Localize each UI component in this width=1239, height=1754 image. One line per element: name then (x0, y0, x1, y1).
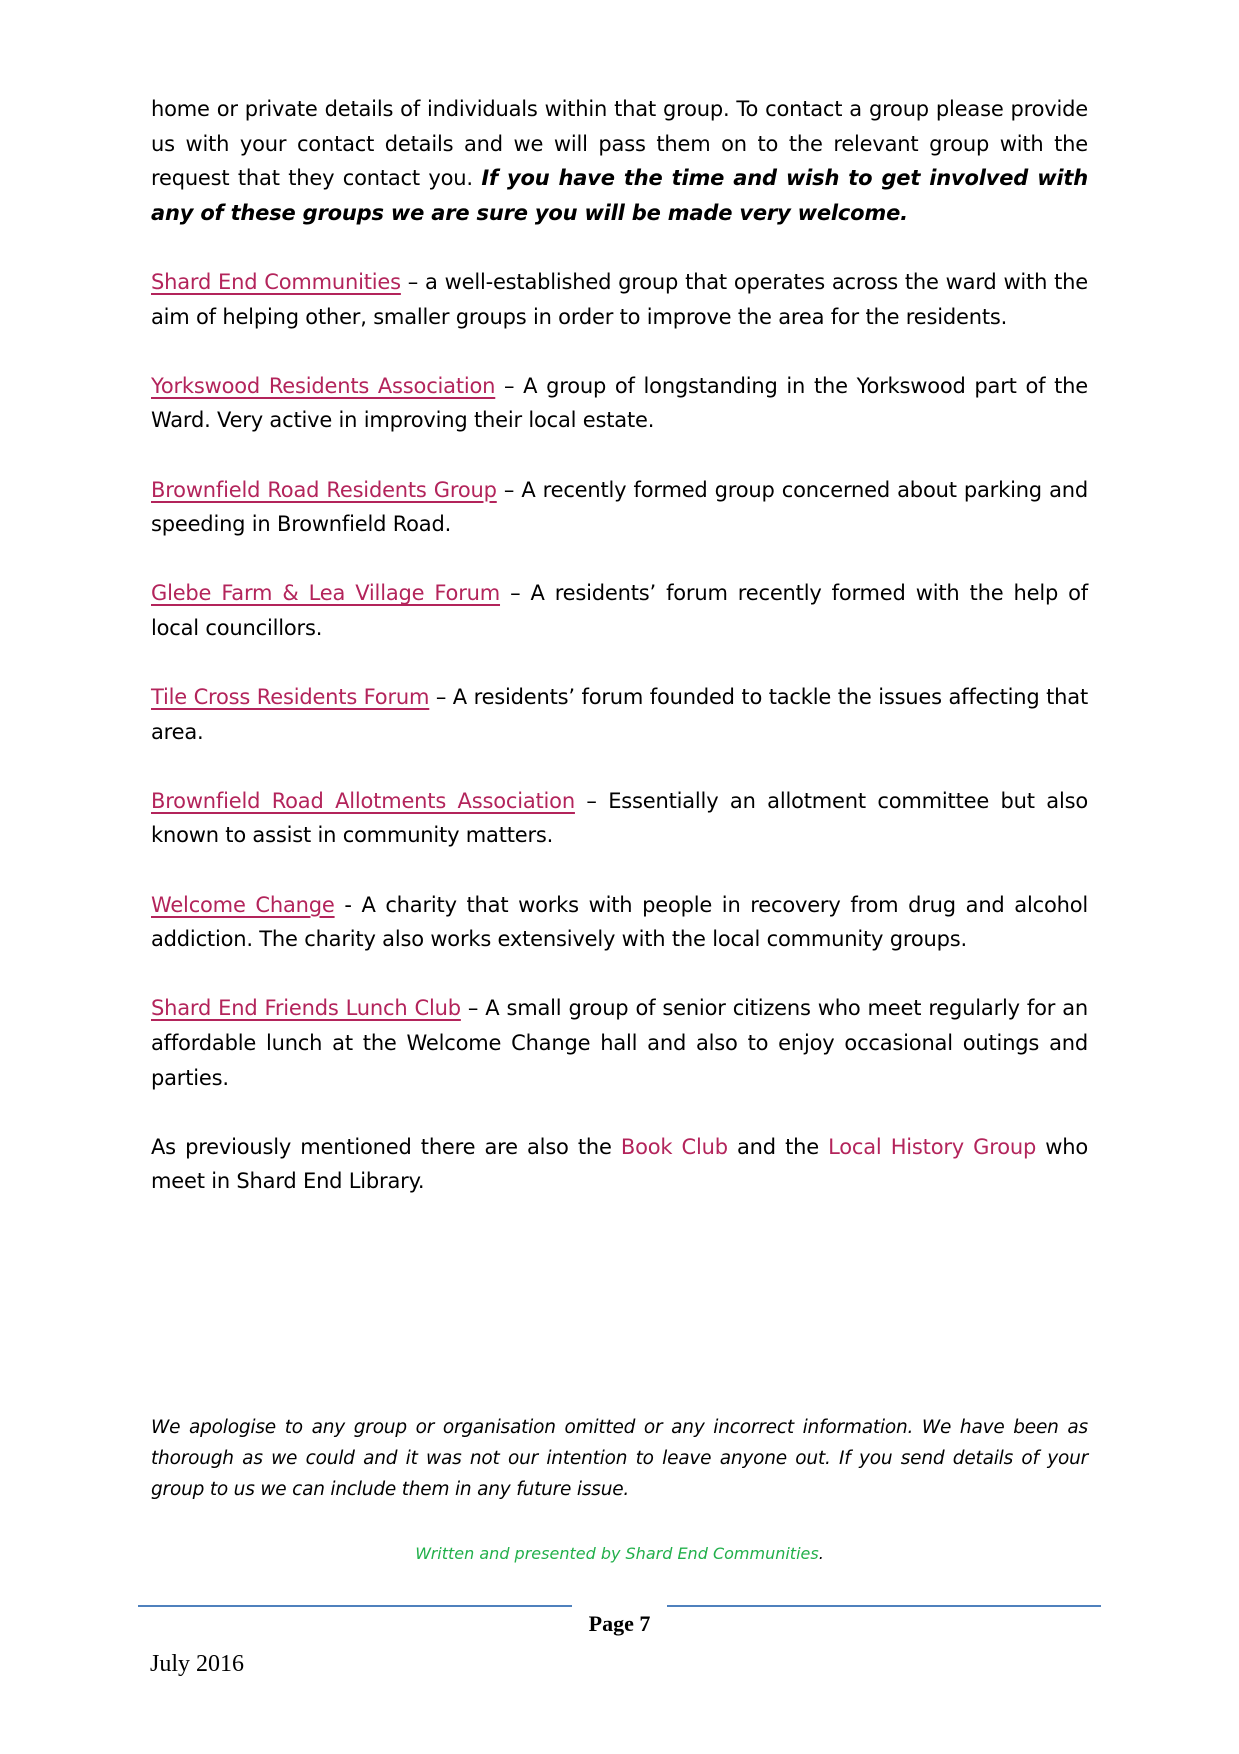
closing-paragraph (151, 1130, 1088, 1199)
footer-rule-left (138, 1605, 572, 1607)
credit-text: Written and presented by Shard End Communities (415, 1544, 819, 1563)
main-content (151, 92, 1088, 1234)
group-description: – A recently formed group concerned about parking and speeding in Brownfield Road. (151, 477, 1088, 537)
group-description: – A residents’ forum recently formed with the help of local councillors. (151, 581, 1089, 640)
group-link-welcome-change[interactable]: Welcome Change (151, 892, 335, 917)
closing-text: As previously mentioned there are also the (151, 1134, 621, 1159)
group-link-shard-end-communities[interactable]: Shard End Communities (151, 269, 401, 294)
closing-text: and the (727, 1134, 829, 1159)
group-description: - A charity that works with people in recovery from drug and alcohol addiction. The charity also works extensively with the local community groups. (151, 892, 1088, 952)
group-entry (151, 680, 1088, 749)
page-number: Page 7 (588, 1611, 651, 1636)
group-entry (151, 265, 1088, 334)
group-link-brownfield-road-allotments-association[interactable]: Brownfield Road Allotments Association (151, 788, 575, 813)
group-description: – Essentially an allotment committee but also known to assist in community matters. (151, 788, 1088, 848)
credit-line (0, 1544, 1239, 1563)
group-link-brownfield-road-residents-group[interactable]: Brownfield Road Residents Group (151, 477, 497, 502)
group-description: – A group of longstanding in the Yorkswood part of the Ward. Very active in improving their local estate. (151, 373, 1088, 433)
group-link-yorkswood-residents-association[interactable]: Yorkswood Residents Association (151, 373, 496, 398)
group-description: – A residents’ forum founded to tackle the issues affecting that area. (151, 685, 1088, 744)
intro-paragraph (151, 92, 1088, 230)
group-entry (151, 784, 1088, 853)
footer-rule-right (667, 1605, 1101, 1607)
local-history-group-link[interactable]: Local History Group (828, 1134, 1037, 1159)
book-club-link[interactable]: Book Club (620, 1134, 728, 1159)
group-description: – A small group of senior citizens who meet regularly for an affordable lunch at the Welcome Change hall and also to enjoy occasional outings and parties. (151, 996, 1089, 1090)
group-link-glebe-farm-lea-village-forum[interactable]: Glebe Farm & Lea Village Forum (151, 581, 501, 606)
group-entry (151, 473, 1088, 542)
group-description: – a well-established group that operates across the ward with the aim of helping other, smaller groups in order to improve the area for the residents. (151, 269, 1088, 329)
credit-period: . (818, 1544, 824, 1563)
group-link-shard-end-friends-lunch-club[interactable]: Shard End Friends Lunch Club (151, 996, 461, 1021)
group-link-tile-cross-residents-forum[interactable]: Tile Cross Residents Forum (151, 685, 430, 710)
footer-date: July 2016 (150, 1651, 245, 1677)
group-entry (151, 991, 1088, 1095)
group-entry (151, 888, 1088, 957)
group-entry (151, 369, 1088, 438)
group-entry (151, 576, 1088, 645)
closing-text: who meet in Shard End Library. (151, 1134, 1088, 1194)
intro-emphasis: If you have the time and wish to get involved with any of these groups we are sure you will be made very welcome. (151, 166, 1088, 225)
apology-note: We apologise to any group or organisation omitted or any incorrect information. We have been as thorough as we could and it was not our intention to leave anyone out. If you send details of your group to us we can include them in any future issue. (151, 1417, 1088, 1500)
intro-text: home or private details of individuals within that group. To contact a group please provide us with your contact details and we will pass them on to the relevant group with the request that they contact you. (151, 97, 1088, 191)
